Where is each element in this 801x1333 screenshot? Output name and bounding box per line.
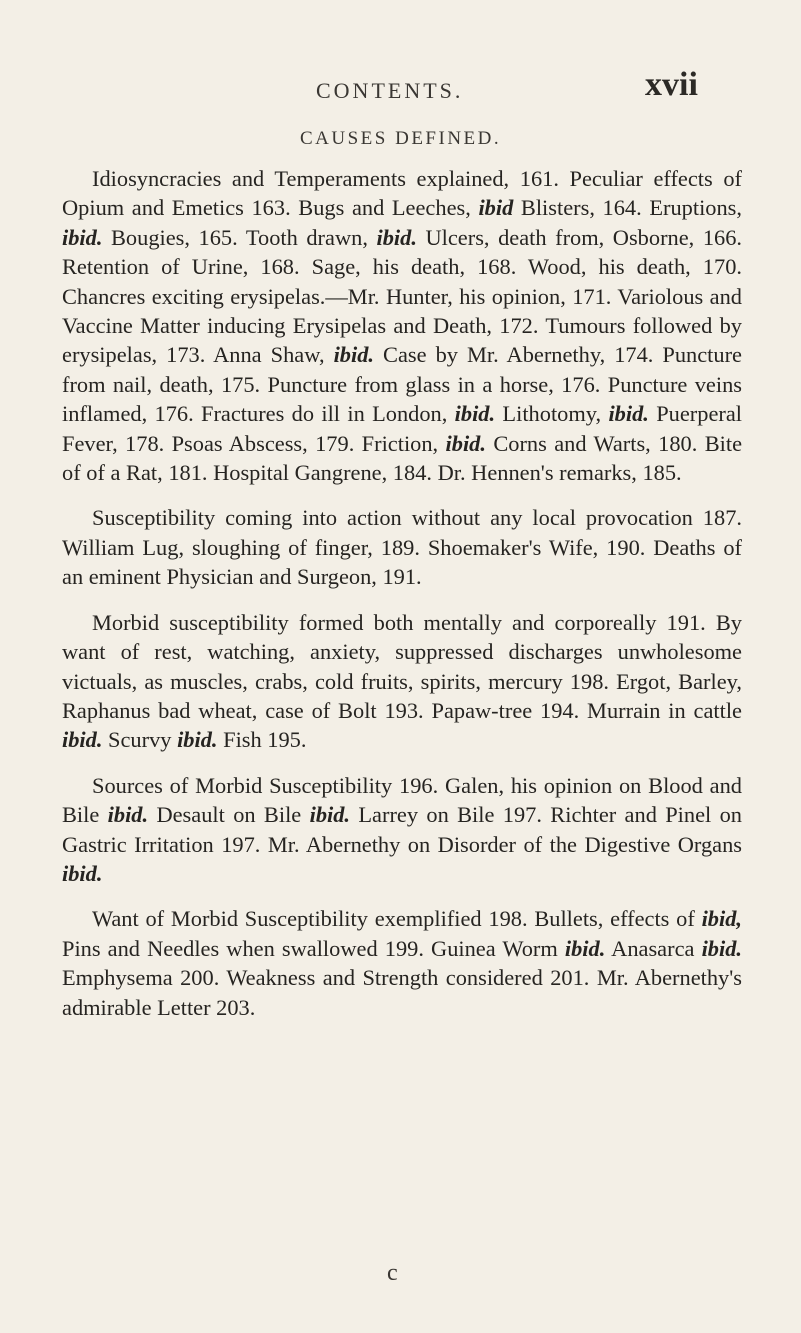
ibid-reference: ibid.	[62, 860, 103, 886]
ibid-reference: ibid.	[608, 401, 649, 427]
ibid-reference: ibid.	[454, 401, 496, 427]
ibid-reference: ibid	[478, 195, 514, 221]
text-run: Emphysema 200. Weakness and Strength considered 201. Mr. Abernethy's admirable Letter 203.	[62, 965, 742, 1020]
ibid-reference: ibid,	[701, 906, 742, 932]
paragraph-1	[62, 164, 742, 487]
ibid-reference: ibid.	[309, 802, 351, 828]
text-run: Susceptibility coming into action without any local provocation 187. William Lug, sloughing of finger, 189. Shoemaker's Wife, 190. Deaths of an eminent Physician and Surgeon, 191.	[62, 505, 742, 590]
text-run: Scurvy	[102, 727, 178, 753]
ibid-reference: ibid.	[333, 342, 375, 368]
paragraph-4	[62, 771, 742, 889]
ibid-reference: ibid.	[701, 935, 742, 961]
ibid-reference: ibid.	[107, 802, 149, 828]
ibid-reference: ibid.	[177, 727, 218, 753]
text-run: Anasarca	[605, 935, 702, 961]
paragraph-5	[62, 904, 742, 1022]
ibid-reference: ibid.	[62, 224, 103, 250]
text-run: Desault on Bile	[148, 802, 310, 828]
text-run: Fish 195.	[217, 727, 307, 753]
paragraph-2	[62, 503, 742, 591]
text-run: Case by Mr. Abernethy, 174. Puncture from nail, death, 175. Puncture from glass in a horse, 176. Puncture veins inflamed, 176. Fractures do ill in London,	[62, 342, 742, 427]
running-title: CONTENTS.	[316, 78, 464, 103]
text-run: Want of Morbid Susceptibility exemplified 198. Bullets, effects of	[92, 906, 702, 932]
text-run: Pins and Needles when swallowed 199. Guinea Worm	[62, 935, 565, 961]
text-run: Lithotomy,	[495, 401, 609, 427]
text-run: Corns and Warts, 180. Bite of of a Rat, 181. Hospital Gangrene, 184. Dr. Hennen's remarks, 185.	[62, 430, 743, 486]
text-run: Sources of Morbid Susceptibility 196. Galen, his opinion on Blood and Bile	[62, 772, 742, 828]
text-run: Puerperal Fever, 178. Psoas Abscess, 179. Friction,	[62, 401, 743, 456]
ibid-reference: ibid.	[376, 224, 417, 250]
ibid-reference: ibid.	[445, 430, 486, 456]
page-number: xvii	[645, 66, 698, 103]
text-run: Larrey on Bile 197. Richter and Pinel on Gastric Irritation 197. Mr. Abernethy on Disorder of the Digestive Organs	[62, 802, 742, 857]
text-run: Morbid susceptibility formed both mentally and corporeally 191. By want of rest, watching, anxiety, suppressed discharges unwholesome victuals, as muscles, crabs, cold fruits, spirits, mercury 198. Ergot, Barley, Raphanus bad wheat, case of Bolt 193. Papaw-tree 194. Murrain in cattle	[62, 609, 742, 723]
contents-body	[62, 164, 742, 1038]
text-run: Ulcers, death from, Osborne, 166. Retention of Urine, 168. Sage, his death, 168. Wood, his death, 170. Chancres exciting erysipelas.—Mr. Hunter, his opinion, 171. Variolous and Vaccine Matter inducing Erysipelas and Death, 172. Tumours followed by erysipelas, 173. Anna Shaw,	[62, 224, 743, 368]
text-run: Idiosyncracies and Temperaments explained, 161. Peculiar effects of Opium and Emetics 163. Bugs and Leeches,	[62, 166, 742, 221]
section-heading: CAUSES DEFINED.	[300, 128, 502, 149]
ibid-reference: ibid.	[62, 727, 103, 753]
signature-mark: c	[387, 1260, 398, 1286]
text-run: Bougies, 165. Tooth drawn,	[102, 224, 377, 250]
text-run: Blisters, 164. Eruptions,	[513, 195, 742, 221]
paragraph-3	[62, 608, 742, 755]
ibid-reference: ibid.	[564, 935, 606, 961]
